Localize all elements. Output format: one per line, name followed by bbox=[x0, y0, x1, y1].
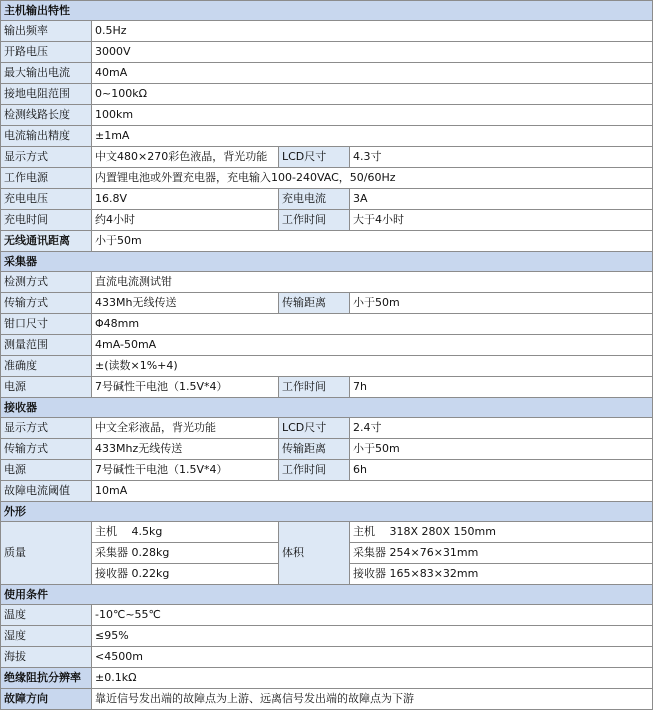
row-label: 电源 bbox=[1, 377, 92, 398]
row-value: 接收器 165×83×32mm bbox=[350, 564, 653, 585]
row-label: 传输方式 bbox=[1, 439, 92, 460]
row-value: 主机 4.5kg bbox=[92, 522, 279, 543]
table-row bbox=[1, 231, 653, 252]
table-row bbox=[1, 377, 653, 398]
row-value: 4mA-50mA bbox=[92, 335, 653, 356]
row-value: 10mA bbox=[92, 481, 653, 502]
table-row bbox=[1, 293, 653, 314]
table-row bbox=[1, 63, 653, 84]
section-title: 使用条件 bbox=[1, 585, 653, 605]
row-label: 传输距离 bbox=[279, 293, 350, 314]
row-label: 无线通讯距离 bbox=[1, 231, 92, 252]
row-value: 直流电流测试钳 bbox=[92, 272, 653, 293]
row-value: 采集器 254×76×31mm bbox=[350, 543, 653, 564]
row-label: 充电时间 bbox=[1, 210, 92, 231]
row-label: 显示方式 bbox=[1, 418, 92, 439]
row-label: 海拔 bbox=[1, 647, 92, 668]
row-label: 开路电压 bbox=[1, 42, 92, 63]
row-value: 0~100kΩ bbox=[92, 84, 653, 105]
table-row bbox=[1, 314, 653, 335]
row-value: 6h bbox=[350, 460, 653, 481]
table-row bbox=[1, 668, 653, 689]
row-value: 433Mhz无线传送 bbox=[92, 439, 279, 460]
row-label: 检测线路长度 bbox=[1, 105, 92, 126]
row-value: 小于50m bbox=[92, 231, 653, 252]
table-row bbox=[1, 605, 653, 626]
table-row bbox=[1, 418, 653, 439]
row-label: 电流输出精度 bbox=[1, 126, 92, 147]
row-value: 100km bbox=[92, 105, 653, 126]
row-label: 体积 bbox=[279, 522, 350, 585]
row-label: 测量范围 bbox=[1, 335, 92, 356]
row-value: 7号碱性干电池（1.5V*4） bbox=[92, 377, 279, 398]
table-row bbox=[1, 189, 653, 210]
row-value: ≤95% bbox=[92, 626, 653, 647]
row-value: ±1mA bbox=[92, 126, 653, 147]
row-label: 工作电源 bbox=[1, 168, 92, 189]
table-row bbox=[1, 356, 653, 377]
row-label: 故障方向 bbox=[1, 689, 92, 710]
table-row bbox=[1, 481, 653, 502]
row-label: 绝缘阻抗分辨率 bbox=[1, 668, 92, 689]
row-value: <4500m bbox=[92, 647, 653, 668]
row-label: 钳口尺寸 bbox=[1, 314, 92, 335]
table-row bbox=[1, 439, 653, 460]
section-header-receiver bbox=[1, 398, 653, 418]
table-row bbox=[1, 84, 653, 105]
row-label: 工作时间 bbox=[279, 377, 350, 398]
row-label: 工作时间 bbox=[279, 210, 350, 231]
section-title: 外形 bbox=[1, 502, 653, 522]
row-value: 40mA bbox=[92, 63, 653, 84]
table-row bbox=[1, 168, 653, 189]
row-value: 大于4小时 bbox=[350, 210, 653, 231]
row-value: 7h bbox=[350, 377, 653, 398]
row-value: 16.8V bbox=[92, 189, 279, 210]
table-row bbox=[1, 626, 653, 647]
row-value: 内置锂电池或外置充电器，充电输入100-240VAC，50/60Hz bbox=[92, 168, 653, 189]
row-value: 7号碱性干电池（1.5V*4） bbox=[92, 460, 279, 481]
section-header-shape bbox=[1, 502, 653, 522]
row-value: 接收器 0.22kg bbox=[92, 564, 279, 585]
table-row bbox=[1, 105, 653, 126]
row-label: 显示方式 bbox=[1, 147, 92, 168]
row-label: 接地电阻范围 bbox=[1, 84, 92, 105]
table-row bbox=[1, 689, 653, 710]
table-row bbox=[1, 335, 653, 356]
row-label: 充电电压 bbox=[1, 189, 92, 210]
row-value: 采集器 0.28kg bbox=[92, 543, 279, 564]
section-header-use bbox=[1, 585, 653, 605]
section-title: 主机输出特性 bbox=[1, 1, 653, 21]
row-label: 准确度 bbox=[1, 356, 92, 377]
section-title: 接收器 bbox=[1, 398, 653, 418]
row-value: 小于50m bbox=[350, 439, 653, 460]
row-value: 3A bbox=[350, 189, 653, 210]
row-label: 温度 bbox=[1, 605, 92, 626]
table-row bbox=[1, 272, 653, 293]
row-value: 3000V bbox=[92, 42, 653, 63]
row-value: 小于50m bbox=[350, 293, 653, 314]
row-value: Φ48mm bbox=[92, 314, 653, 335]
row-label: 检测方式 bbox=[1, 272, 92, 293]
row-value: -10℃~55℃ bbox=[92, 605, 653, 626]
row-value: 主机 318X 280X 150mm bbox=[350, 522, 653, 543]
table-row bbox=[1, 460, 653, 481]
row-label: 工作时间 bbox=[279, 460, 350, 481]
row-label: 湿度 bbox=[1, 626, 92, 647]
row-value: 4.3寸 bbox=[350, 147, 653, 168]
table-row bbox=[1, 647, 653, 668]
row-value: 中文全彩液晶，背光功能 bbox=[92, 418, 279, 439]
row-value: 433Mh无线传送 bbox=[92, 293, 279, 314]
row-label: 质量 bbox=[1, 522, 92, 585]
table-row bbox=[1, 210, 653, 231]
row-value: 靠近信号发出端的故障点为上游、远离信号发出端的故障点为下游 bbox=[92, 689, 653, 710]
row-label: LCD尺寸 bbox=[279, 147, 350, 168]
row-label: 最大输出电流 bbox=[1, 63, 92, 84]
section-header-host bbox=[1, 1, 653, 21]
row-value: ±(读数×1%+4) bbox=[92, 356, 653, 377]
row-label: 电源 bbox=[1, 460, 92, 481]
row-label: LCD尺寸 bbox=[279, 418, 350, 439]
row-value: 2.4寸 bbox=[350, 418, 653, 439]
table-row bbox=[1, 522, 653, 543]
row-label: 输出频率 bbox=[1, 21, 92, 42]
row-label: 充电电流 bbox=[279, 189, 350, 210]
table-row bbox=[1, 147, 653, 168]
row-value: 0.5Hz bbox=[92, 21, 653, 42]
table-row bbox=[1, 21, 653, 42]
row-value: 中文480×270彩色液晶，背光功能 bbox=[92, 147, 279, 168]
row-value: ±0.1kΩ bbox=[92, 668, 653, 689]
table-row bbox=[1, 126, 653, 147]
section-title: 采集器 bbox=[1, 252, 653, 272]
table-row bbox=[1, 42, 653, 63]
row-label: 传输方式 bbox=[1, 293, 92, 314]
section-header-collector bbox=[1, 252, 653, 272]
row-label: 传输距离 bbox=[279, 439, 350, 460]
row-value: 约4小时 bbox=[92, 210, 279, 231]
row-label: 故障电流阈值 bbox=[1, 481, 92, 502]
